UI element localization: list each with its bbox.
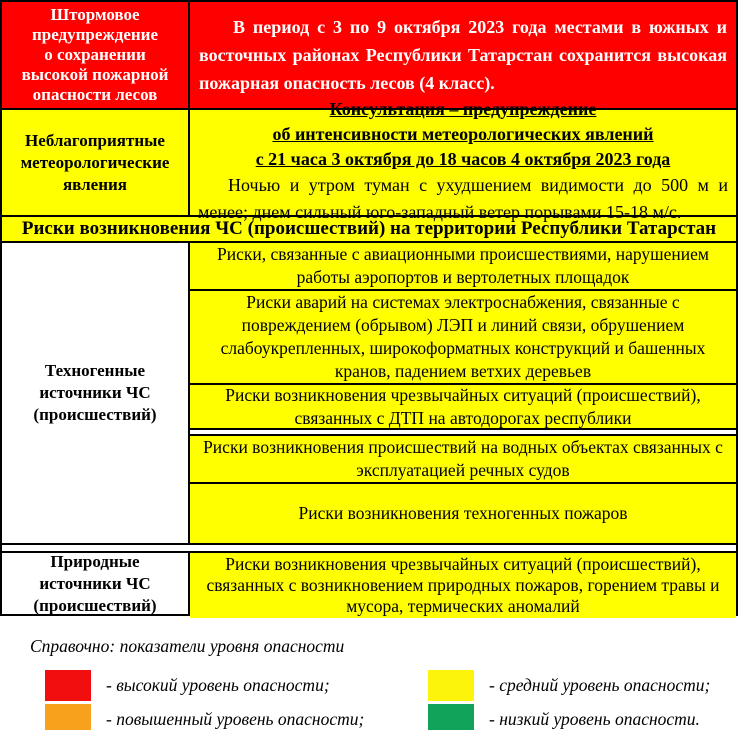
header-line: Неблагоприятные xyxy=(25,130,165,150)
advisory-line: об интенсивности метеорологических явлений xyxy=(272,124,654,144)
legend xyxy=(0,636,738,730)
header-line: предупреждение xyxy=(31,25,159,44)
risk-item-aviation: Риски, связанные с авиационными происшествиями, нарушением работы аэропортов и вертолетных площадок xyxy=(190,243,736,291)
natural-group xyxy=(2,551,736,614)
header-line: Штормовое xyxy=(50,5,140,24)
header-line: (происшествий) xyxy=(33,595,157,615)
header-line: высокой пожарной xyxy=(21,65,169,84)
legend-item-elevated xyxy=(45,704,428,730)
advisory-line: с 21 часа 3 октября до 18 часов 4 октября 2023 года xyxy=(255,149,671,169)
storm-warning-text: В период с 3 по 9 октября 2023 года местами в южных и восточных районах Республики Татарстан сохранится высокая пожарная опасность лесов (4 класс). xyxy=(199,17,727,93)
storm-warning-body-cell xyxy=(190,2,736,108)
legend-item-label: - средний уровень опасности; xyxy=(489,675,711,695)
legend-column-right xyxy=(428,670,710,730)
storm-warning-header-cell xyxy=(2,2,190,108)
risks-band: Риски возникновения ЧС (происшествий) на территории Республики Татарстан xyxy=(2,217,736,243)
natural-risks-column xyxy=(190,553,736,614)
risk-item-natural-fires: Риски возникновения чрезвычайных ситуаций (происшествий), связанных с возникновением природных пожаров, горением травы и мусора, термических аномалий xyxy=(190,553,736,618)
technogenic-risks-column xyxy=(190,243,736,543)
header-line: опасности лесов xyxy=(32,85,158,104)
weather-header-cell xyxy=(2,110,190,215)
header-line: метеорологические xyxy=(20,152,170,172)
natural-header-cell xyxy=(2,553,190,614)
legend-column-left xyxy=(45,670,428,730)
header-line: явления xyxy=(62,174,128,194)
legend-title: Справочно: показатели уровня опасности xyxy=(30,636,345,656)
elevated-danger-swatch xyxy=(45,704,91,730)
legend-item-medium xyxy=(428,670,710,701)
technogenic-header-cell xyxy=(2,243,190,543)
legend-item-label: - высокий уровень опасности; xyxy=(106,675,330,695)
advisory-line: Консультация – предупреждение xyxy=(329,99,597,119)
header-line: источники ЧС xyxy=(39,383,151,402)
legend-grid xyxy=(45,670,738,730)
medium-danger-swatch xyxy=(428,670,474,701)
legend-item-label: - низкий уровень опасности. xyxy=(489,709,700,729)
legend-item-high xyxy=(45,670,428,701)
risk-item-water-objects: Риски возникновения происшествий на водных объектах связанных с эксплуатацией речных судов xyxy=(190,436,736,484)
header-line: о сохранении xyxy=(44,45,146,64)
header-line: Природные xyxy=(50,551,140,571)
header-line: (происшествий) xyxy=(33,405,157,424)
header-line: Техногенные xyxy=(44,361,146,380)
legend-item-label: - повышенный уровень опасности; xyxy=(106,709,365,729)
risk-item-power-lines: Риски аварий на системах электроснабжения, связанные с повреждением (обрывом) ЛЭП и линий связи, обрушением слабоукрепленных, широкоформатных конструкций и башенных кранов, падением ветхих деревьев xyxy=(190,291,736,385)
technogenic-group xyxy=(2,243,736,545)
header-line: источники ЧС xyxy=(39,573,151,593)
legend-item-low xyxy=(428,704,710,730)
low-danger-swatch xyxy=(428,704,474,730)
high-danger-swatch xyxy=(45,670,91,701)
weather-row xyxy=(2,99,736,222)
weather-body-cell xyxy=(190,99,736,222)
risk-item-technogenic-fires: Риски возникновения техногенных пожаров xyxy=(190,484,736,543)
storm-warning-row xyxy=(2,2,736,110)
risk-item-road-accidents: Риски возникновения чрезвычайных ситуаций (происшествий), связанных с ДТП на автодорогах республики xyxy=(190,385,736,430)
weather-forecast-text: Ночью и утром туман с ухудшением видимости до 500 м и менее; днем сильный юго-западный ветер порывами 15-18 м/с. xyxy=(198,175,728,222)
